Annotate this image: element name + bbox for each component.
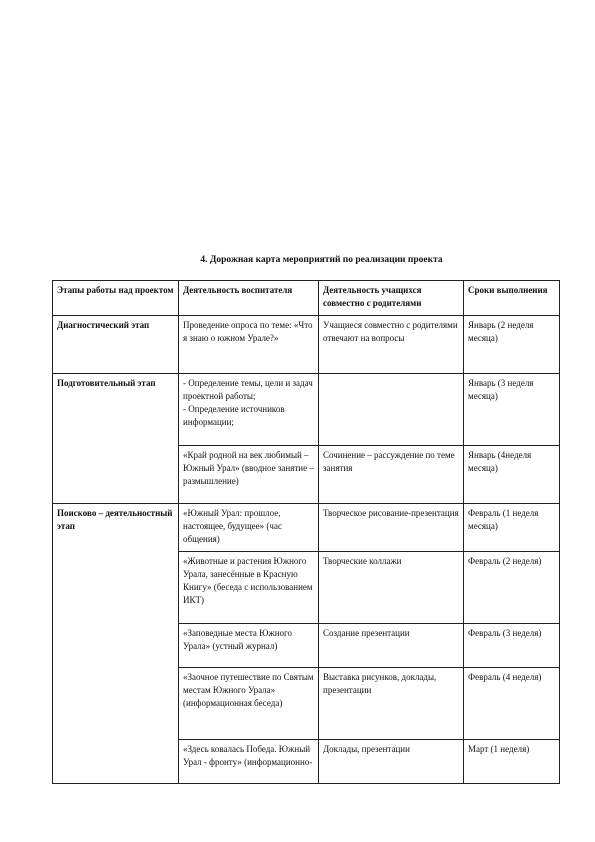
roadmap-table [52, 280, 560, 784]
header-students: Деятельность учащихся совместно с родителями [319, 281, 464, 316]
page-title: 4. Дорожная карта мероприятий по реализации проекта [200, 255, 443, 265]
header-teacher: Деятельность воспитателя [179, 281, 319, 316]
term-cell: Январь (2 неделя месяца) [464, 316, 560, 374]
stage-cell: Поисково – деятельностный этап [53, 504, 179, 784]
teacher-cell: «Заповедные места Южного Урала» (устный журнал) [179, 624, 319, 668]
stage-cell: Диагностический этап [53, 316, 179, 374]
teacher-cell: «Здесь ковалась Победа. Южный Урал - фронту» (информационно- [179, 740, 319, 784]
term-cell: Январь (4неделя месяца) [464, 446, 560, 504]
students-cell: Создание презентации [319, 624, 464, 668]
students-cell [319, 374, 464, 446]
teacher-cell: «Южный Урал: прошлое, настоящее, будущее» (час общения) [179, 504, 319, 552]
students-cell: Творческие коллажи [319, 552, 464, 624]
teacher-cell: «Край родной на век любимый – Южный Урал» (вводное занятие – размышление) [179, 446, 319, 504]
teacher-cell: Проведение опроса по теме: «Что я знаю о южном Урале?» [179, 316, 319, 374]
term-cell: Март (1 неделя) [464, 740, 560, 784]
table-header-row [53, 281, 560, 316]
table-row [53, 316, 560, 374]
term-cell: Февраль (3 неделя) [464, 624, 560, 668]
table-row [53, 374, 560, 446]
stage-cell: Подготовительный этап [53, 374, 179, 504]
teacher-cell: «Заочное путешествие по Святым местам Южного Урала» (информационная беседа) [179, 668, 319, 740]
students-cell: Доклады, презентации [319, 740, 464, 784]
teacher-cell: «Животные и растения Южного Урала, занесённые в Красную Книгу» (беседа с использованием ИКТ) [179, 552, 319, 624]
header-term: Сроки выполнения [464, 281, 560, 316]
students-cell: Творческое рисование-презентация [319, 504, 464, 552]
table-row [53, 504, 560, 552]
term-cell: Февраль (1 неделя месяца) [464, 504, 560, 552]
header-stage: Этапы работы над проектом [53, 281, 179, 316]
term-cell: Февраль (4 неделя) [464, 668, 560, 740]
students-cell: Учащиеся совместно с родителями отвечают на вопросы [319, 316, 464, 374]
term-cell: Январь (3 неделя месяца) [464, 374, 560, 446]
students-cell: Выставка рисунков, доклады, презентации [319, 668, 464, 740]
students-cell: Сочинение – рассуждение по теме занятия [319, 446, 464, 504]
teacher-cell: - Определение темы, цели и задач проектной работы; - Определение источников информации; [179, 374, 319, 446]
term-cell: Февраль (2 неделя) [464, 552, 560, 624]
